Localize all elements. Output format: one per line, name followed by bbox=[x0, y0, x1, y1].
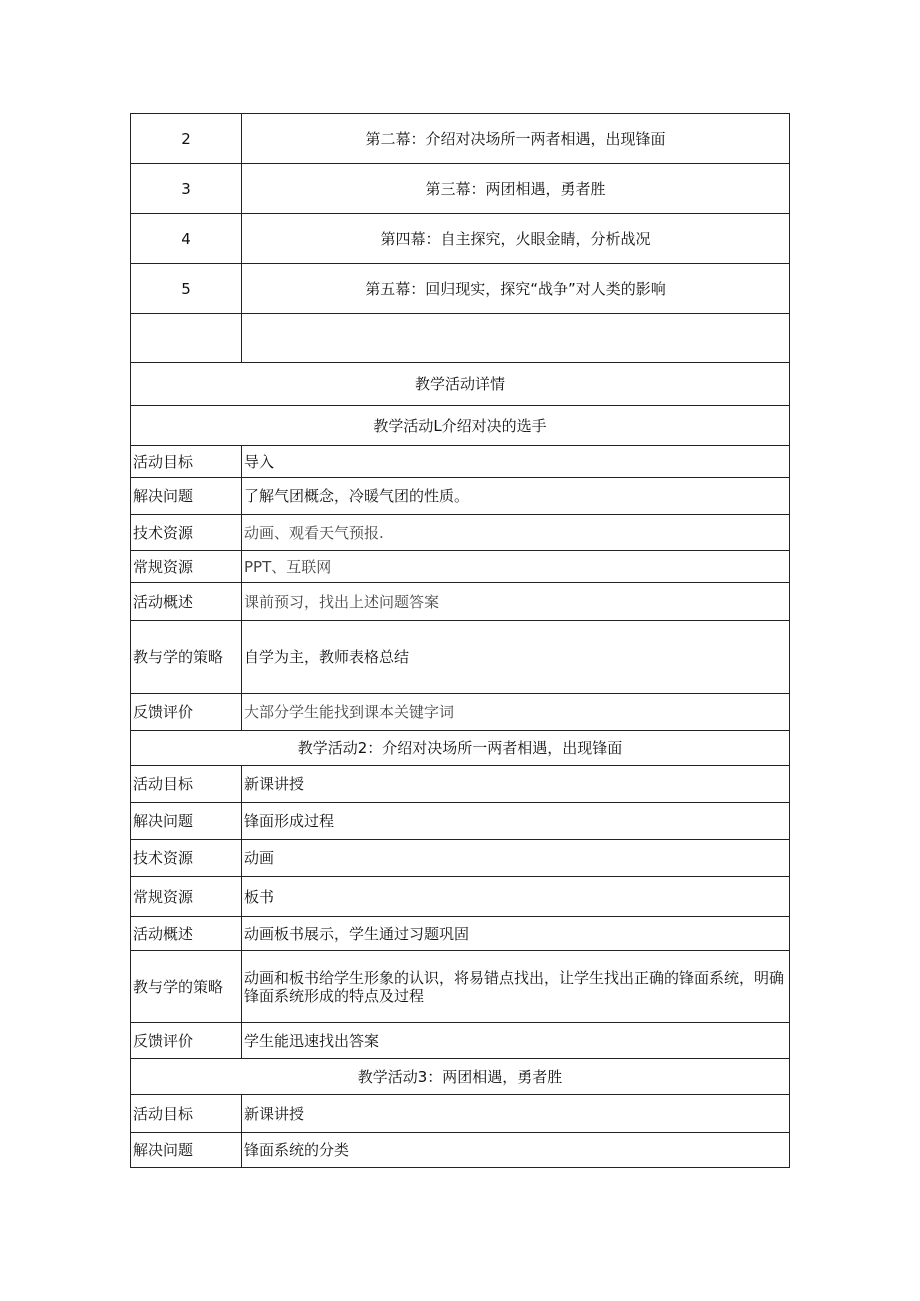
table-row bbox=[131, 551, 790, 583]
scene-title: 第三幕：两团相遇，勇者胜 bbox=[242, 164, 790, 214]
empty-cell bbox=[242, 314, 790, 363]
table-row bbox=[131, 877, 790, 917]
table-row bbox=[131, 621, 790, 694]
scene-row bbox=[131, 214, 790, 264]
table-row bbox=[131, 951, 790, 1023]
row-label: 活动目标 bbox=[131, 1095, 242, 1133]
table-row bbox=[131, 694, 790, 731]
row-value: 导入 bbox=[242, 446, 790, 478]
row-label: 常规资源 bbox=[131, 877, 242, 917]
row-label: 常规资源 bbox=[131, 551, 242, 583]
row-value: 板书 bbox=[242, 877, 790, 917]
activity-3-title: 教学活动3：两团相遇，勇者胜 bbox=[131, 1059, 790, 1095]
table-row bbox=[131, 1095, 790, 1133]
lesson-plan-table bbox=[130, 113, 790, 1168]
details-heading: 教学活动详情 bbox=[131, 363, 790, 406]
scene-number: 5 bbox=[131, 264, 242, 314]
row-value: 动画和板书给学生形象的认识，将易错点找出，让学生找出正确的锋面系统，明确锋面系统形成的特点及过程 bbox=[242, 951, 790, 1023]
scene-row bbox=[131, 164, 790, 214]
empty-row bbox=[131, 314, 790, 363]
row-label: 反馈评价 bbox=[131, 694, 242, 731]
scene-row bbox=[131, 264, 790, 314]
row-label: 反馈评价 bbox=[131, 1023, 242, 1059]
table-row bbox=[131, 1133, 790, 1168]
row-label: 教与学的策略 bbox=[131, 621, 242, 694]
activity-title-row bbox=[131, 731, 790, 766]
table-row bbox=[131, 478, 790, 515]
row-value: 了解气团概念，冷暖气团的性质。 bbox=[242, 478, 790, 515]
row-value: 锋面形成过程 bbox=[242, 803, 790, 840]
row-value: 动画、观看天气预报. bbox=[242, 515, 790, 551]
scene-number: 2 bbox=[131, 114, 242, 164]
activity-1-title: 教学活动L介绍对决的选手 bbox=[131, 406, 790, 446]
row-label: 技术资源 bbox=[131, 840, 242, 877]
row-label: 活动目标 bbox=[131, 446, 242, 478]
scene-title: 第四幕：自主探究，火眼金睛，分析战况 bbox=[242, 214, 790, 264]
scene-title: 第二幕：介绍对决场所一两者相遇，出现锋面 bbox=[242, 114, 790, 164]
row-value: 动画板书展示，学生通过习题巩固 bbox=[242, 917, 790, 951]
row-label: 解决问题 bbox=[131, 1133, 242, 1168]
row-value: PPT、互联网 bbox=[242, 551, 790, 583]
table-row bbox=[131, 515, 790, 551]
row-value: 学生能迅速找出答案 bbox=[242, 1023, 790, 1059]
row-label: 解决问题 bbox=[131, 478, 242, 515]
scene-number: 4 bbox=[131, 214, 242, 264]
row-value: 新课讲授 bbox=[242, 1095, 790, 1133]
activity-title-row bbox=[131, 1059, 790, 1095]
row-value: 自学为主，教师表格总结 bbox=[242, 621, 790, 694]
row-label: 活动目标 bbox=[131, 766, 242, 803]
row-label: 技术资源 bbox=[131, 515, 242, 551]
table-row bbox=[131, 583, 790, 621]
row-value: 锋面系统的分类 bbox=[242, 1133, 790, 1168]
scene-title: 第五幕：回归现实，探究“战争”对人类的影响 bbox=[242, 264, 790, 314]
scene-row bbox=[131, 114, 790, 164]
activity-title-row bbox=[131, 406, 790, 446]
empty-cell bbox=[131, 314, 242, 363]
row-value: 新课讲授 bbox=[242, 766, 790, 803]
table-row bbox=[131, 766, 790, 803]
table-row bbox=[131, 1023, 790, 1059]
details-heading-row bbox=[131, 363, 790, 406]
row-label: 教与学的策略 bbox=[131, 951, 242, 1023]
row-value: 大部分学生能找到课本关键字词 bbox=[242, 694, 790, 731]
activity-2-title: 教学活动2：介绍对决场所一两者相遇，出现锋面 bbox=[131, 731, 790, 766]
table-row bbox=[131, 803, 790, 840]
table-row bbox=[131, 917, 790, 951]
table-row bbox=[131, 840, 790, 877]
row-value: 课前预习，找出上述问题答案 bbox=[242, 583, 790, 621]
row-label: 解决问题 bbox=[131, 803, 242, 840]
scene-number: 3 bbox=[131, 164, 242, 214]
row-label: 活动概述 bbox=[131, 917, 242, 951]
row-label: 活动概述 bbox=[131, 583, 242, 621]
row-value: 动画 bbox=[242, 840, 790, 877]
table-row bbox=[131, 446, 790, 478]
